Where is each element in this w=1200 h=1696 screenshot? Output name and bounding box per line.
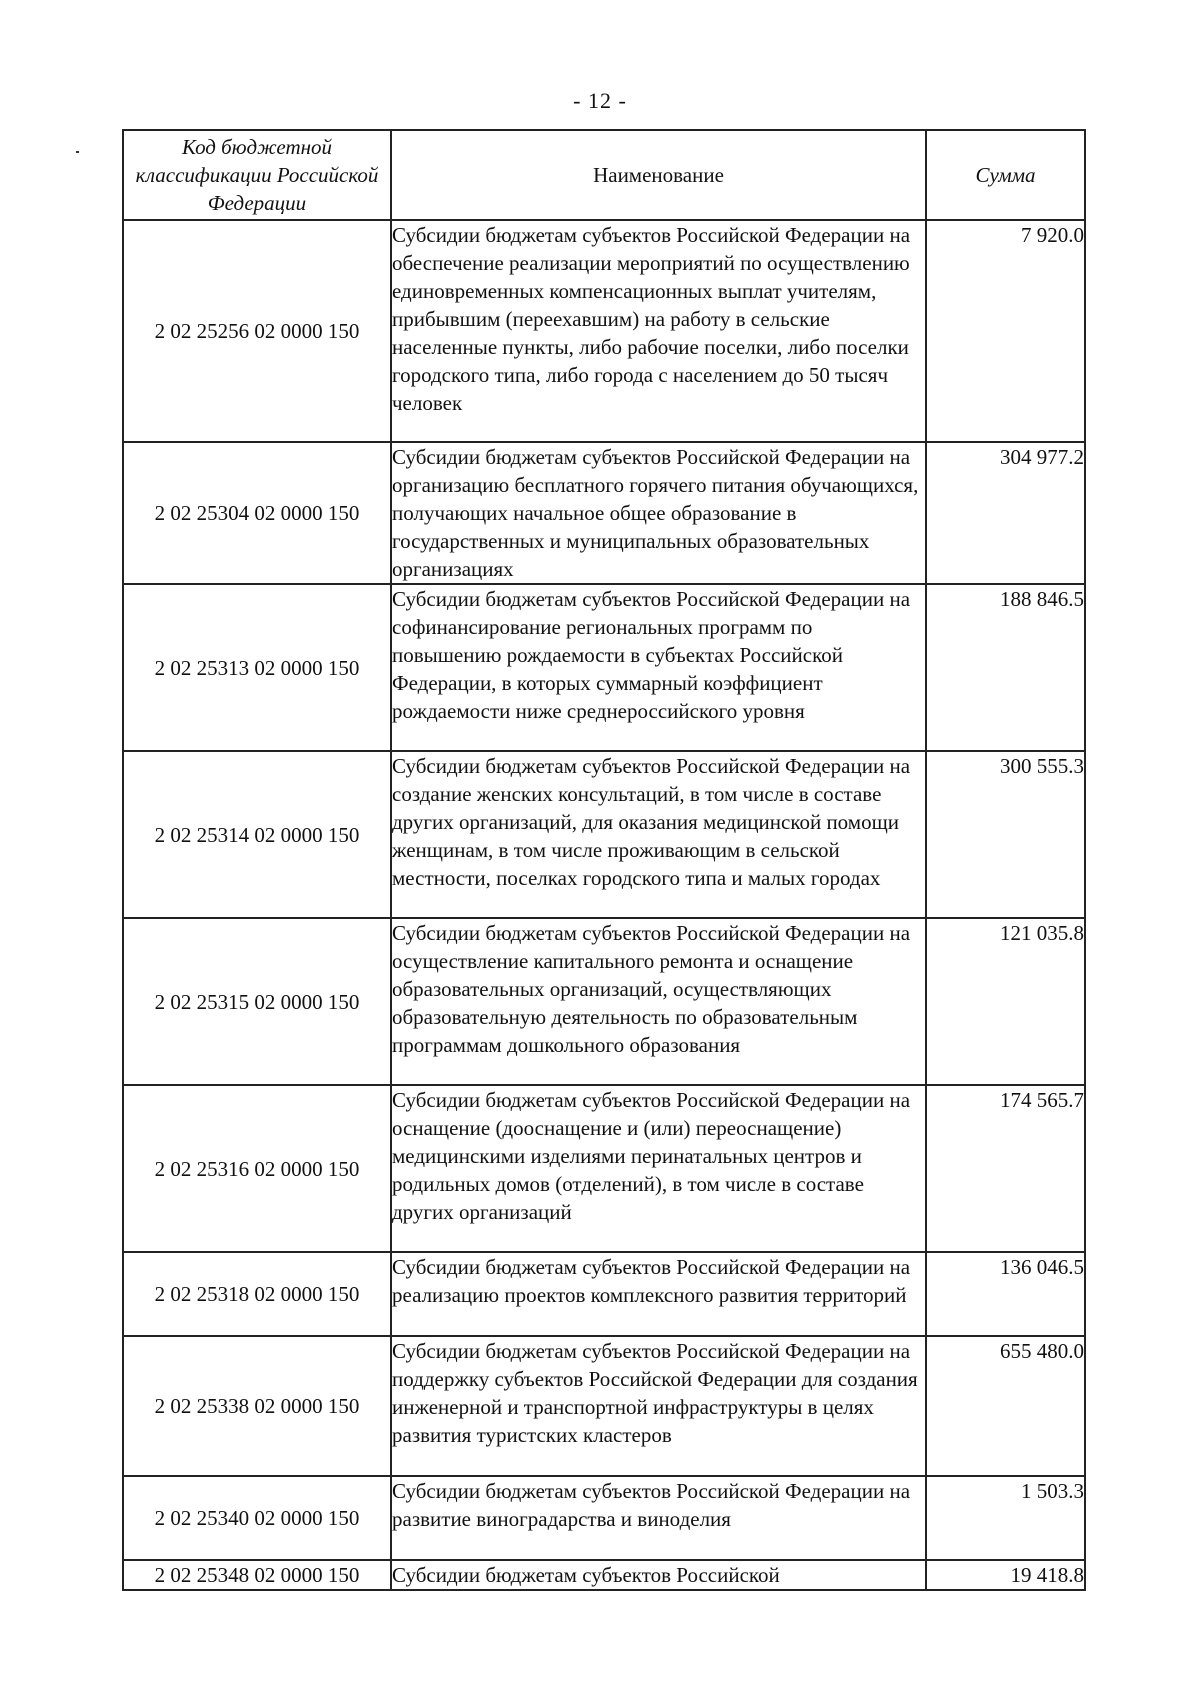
row-code: 2 02 25256 02 0000 150 xyxy=(123,220,391,442)
table-row xyxy=(123,442,1085,584)
row-sum: 304 977.2 xyxy=(926,442,1085,584)
table-row xyxy=(123,1252,1085,1336)
row-code: 2 02 25313 02 0000 150 xyxy=(123,584,391,751)
row-code: 2 02 25318 02 0000 150 xyxy=(123,1252,391,1336)
row-sum: 19 418.8 xyxy=(926,1560,1085,1590)
row-name: Субсидии бюджетам субъектов Российской Федерации на реализацию проектов комплексного развития территорий xyxy=(391,1252,926,1336)
header-name: Наименование xyxy=(391,130,926,220)
margin-mark xyxy=(76,151,79,153)
row-code: 2 02 25316 02 0000 150 xyxy=(123,1085,391,1252)
row-sum: 188 846.5 xyxy=(926,584,1085,751)
row-code: 2 02 25348 02 0000 150 xyxy=(123,1560,391,1590)
table-row xyxy=(123,1085,1085,1252)
table-row xyxy=(123,1560,1085,1590)
row-name: Субсидии бюджетам субъектов Российской Федерации на осуществление капитального ремонта и оснащение образовательных организаций, осуществляющих образовательную деятельность по образовательным программам дошкольного образования xyxy=(391,918,926,1085)
budget-table xyxy=(122,129,1086,1591)
table-row xyxy=(123,918,1085,1085)
row-name: Субсидии бюджетам субъектов Российской Федерации на создание женских консультаций, в том числе в составе других организаций, для оказания медицинской помощи женщинам, в том числе проживающим в сельской местности, поселках городского типа и малых городах xyxy=(391,751,926,918)
row-sum: 121 035.8 xyxy=(926,918,1085,1085)
row-code: 2 02 25315 02 0000 150 xyxy=(123,918,391,1085)
header-sum: Сумма xyxy=(926,130,1085,220)
table-row xyxy=(123,1336,1085,1476)
page-number: - 12 - xyxy=(573,88,627,113)
table-row xyxy=(123,220,1085,442)
row-code: 2 02 25314 02 0000 150 xyxy=(123,751,391,918)
row-name: Субсидии бюджетам субъектов Российской Федерации на софинансирование региональных программ по повышению рождаемости в субъектах Российской Федерации, в которых суммарный коэффициент рождаемости ниже среднероссийского уровня xyxy=(391,584,926,751)
row-sum: 136 046.5 xyxy=(926,1252,1085,1336)
row-code: 2 02 25340 02 0000 150 xyxy=(123,1476,391,1560)
row-sum: 7 920.0 xyxy=(926,220,1085,442)
row-code: 2 02 25304 02 0000 150 xyxy=(123,442,391,584)
table-row xyxy=(123,1476,1085,1560)
row-code: 2 02 25338 02 0000 150 xyxy=(123,1336,391,1476)
table-row xyxy=(123,584,1085,751)
row-name: Субсидии бюджетам субъектов Российской Федерации на обеспечение реализации мероприятий по осуществлению единовременных компенсационных выплат учителям, прибывшим (переехавшим) на работу в сельские населенные пункты, либо рабочие поселки, либо поселки городского типа, либо города с населением до 50 тысяч человек xyxy=(391,220,926,442)
header-code: Код бюджетной классификации Российской Федерации xyxy=(123,130,391,220)
row-sum: 1 503.3 xyxy=(926,1476,1085,1560)
table-header-row xyxy=(123,130,1085,220)
row-name: Субсидии бюджетам субъектов Российской Федерации на развитие виноградарства и виноделия xyxy=(391,1476,926,1560)
row-sum: 300 555.3 xyxy=(926,751,1085,918)
row-name: Субсидии бюджетам субъектов Российской Федерации на поддержку субъектов Российской Федерации для создания инженерной и транспортной инфраструктуры в целях развития туристских кластеров xyxy=(391,1336,926,1476)
row-sum: 174 565.7 xyxy=(926,1085,1085,1252)
row-name: Субсидии бюджетам субъектов Российской Федерации на организацию бесплатного горячего питания обучающихся, получающих начальное общее образование в государственных и муниципальных образовательных организациях xyxy=(391,442,926,584)
row-name: Субсидии бюджетам субъектов Российской xyxy=(391,1560,926,1590)
row-name: Субсидии бюджетам субъектов Российской Федерации на оснащение (дооснащение и (или) переоснащение) медицинскими изделиями перинатальных центров и родильных домов (отделений), в том числе в составе других организаций xyxy=(391,1085,926,1252)
row-sum: 655 480.0 xyxy=(926,1336,1085,1476)
table-row xyxy=(123,751,1085,918)
